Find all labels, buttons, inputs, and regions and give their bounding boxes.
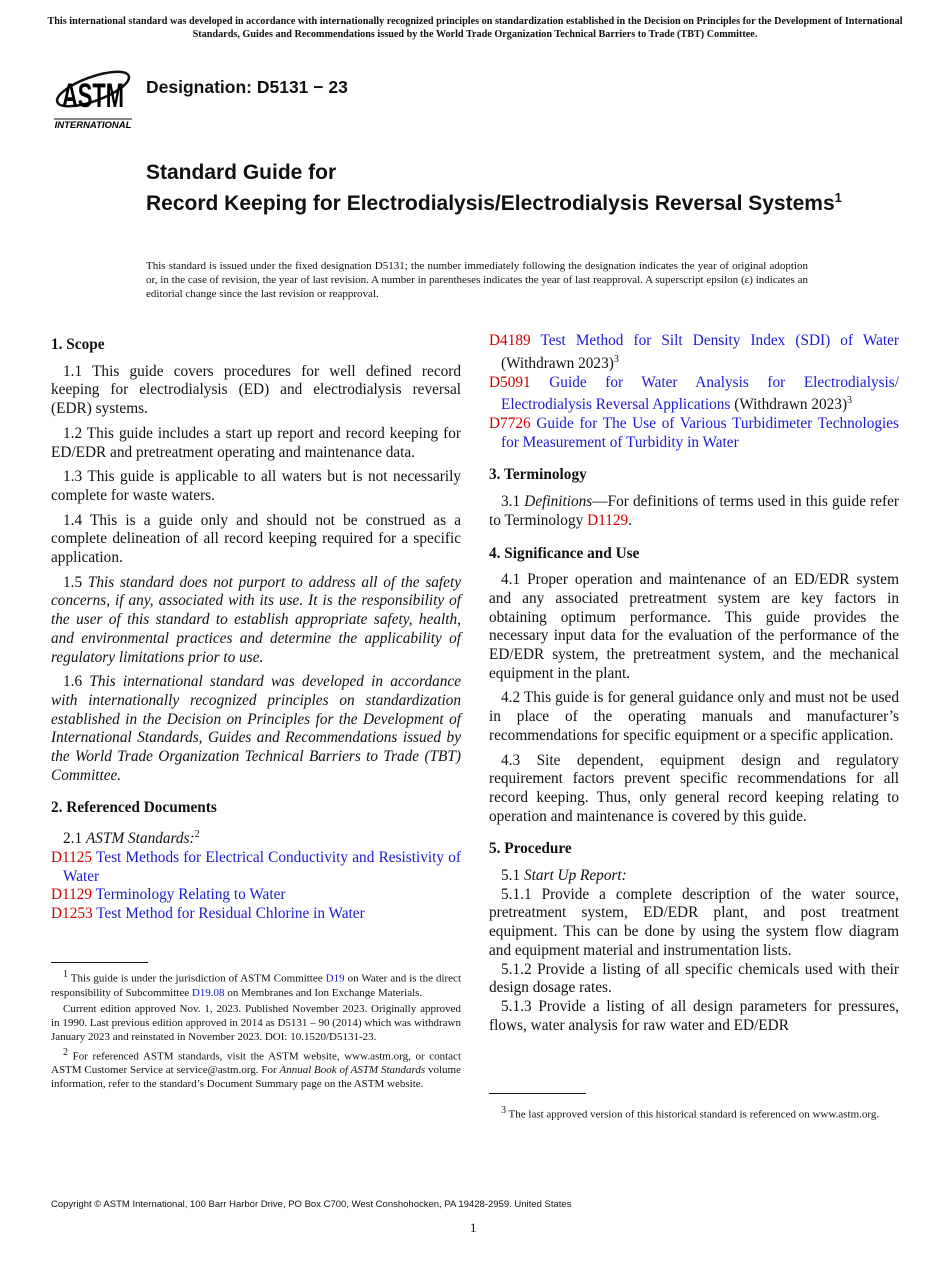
paragraph	[51, 826, 461, 849]
text-run: 4.2 This guide is for general guidance only and must not be used in place of the operating manuals and manufacturer’s recommendations for specific equipment or a specific application.	[489, 689, 899, 744]
text-run: 1.6	[63, 673, 90, 691]
paragraph	[489, 752, 899, 827]
reference-item[interactable]	[51, 905, 461, 924]
title-footnote-ref[interactable]: 1	[834, 190, 842, 205]
reference-link[interactable]: D1129	[587, 511, 629, 529]
svg-text:INTERNATIONAL: INTERNATIONAL	[54, 120, 132, 131]
reference-link[interactable]: D1129	[51, 886, 93, 904]
copyright: Copyright © ASTM International, 100 Barr Harbor Drive, PO Box C700, West Conshohocken, PA 19428-2959. United States	[51, 1199, 572, 1210]
svg-text:ASTM: ASTM	[62, 77, 124, 115]
footnote	[51, 968, 461, 1000]
section-heading: 3. Terminology	[489, 466, 587, 484]
text-run: 1.2 This guide includes a start up report and record keeping for ED/EDR and pretreatment operating and maintenance data.	[51, 424, 461, 461]
reference-item[interactable]	[489, 332, 899, 374]
text-run: —For definitions of terms used in this guide refer to Terminology	[489, 493, 899, 529]
text-run: Definitions	[524, 493, 593, 511]
footnote-ref[interactable]: 3	[501, 1105, 506, 1116]
section-heading: 5. Procedure	[489, 840, 572, 858]
reference-item[interactable]	[489, 415, 899, 452]
reference-link[interactable]: Test Methods for Electrical Conductivity and Resistivity of Water	[63, 848, 461, 885]
text-run: 5.1.1 Provide a complete description of the water source, pretreatment system, ED/EDR plant, and post treatment equipment. This can be done by using the system flow diagram and equipment material and instrumentation lists.	[489, 885, 899, 959]
text-run: (Withdrawn 2023)	[501, 354, 614, 372]
text-run: 1.5	[63, 573, 88, 591]
section-heading: 1. Scope	[51, 336, 105, 353]
title-line1: Standard Guide for	[146, 161, 337, 184]
reference-item[interactable]	[51, 849, 461, 886]
right-column	[489, 332, 899, 1035]
reference-link[interactable]: Test Method for Residual Chlorine in Water	[92, 905, 365, 923]
text-run: 4.1 Proper operation and maintenance of an ED/EDR system and any associated pretreatment system are key factors in obtaining optimum performance. This guide provides the necessary input data for the evaluation of the performance of the ED/EDR system, the pretreatment system, and the mechanical equipment in the plant.	[489, 571, 899, 682]
text-run: For referenced ASTM standards, visit the ASTM website, www.astm.org, or contact ASTM Customer Service at service@astm.org. For	[51, 1050, 461, 1077]
text-run: 4.3 Site dependent, equipment design and regulatory requirement factors prevent specific recommendations for all record keeping. Thus, only general record keeping relating to operation and maintenance is covered by this guide.	[489, 751, 899, 825]
text-run: This guide is under the jurisdiction of ASTM Committee	[68, 972, 326, 985]
reference-link[interactable]: Terminology Relating to Water	[92, 886, 286, 904]
text-run: Start Up Report:	[523, 867, 627, 885]
reference-link[interactable]: D1253	[51, 905, 93, 923]
text-run: on Membranes and Ion Exchange Materials.	[224, 986, 423, 999]
text-run: 3.1	[501, 493, 525, 511]
text-run: on Water and is the direct responsibility of Subcommittee	[51, 972, 461, 999]
header-notice: This international standard was developed in accordance with internationally recognized principles on standardization established in the Decision on Principles for the Development of International Standards, Guides and Recommendations issued by the World Trade Organization Technical Barriers to Trade (TBT) Committee.	[47, 16, 903, 40]
issued-note: This standard is issued under the fixed designation D5131; the number immediately following the designation indicates the year of original adoption or, in the case of revision, the year of last revision. A number in parentheses indicates the year of last reapproval. A superscript epsilon (ε) indicates an editorial change since the last revision or reapproval.	[146, 260, 808, 300]
paragraph	[489, 998, 899, 1035]
reference-item[interactable]	[51, 886, 461, 905]
paragraph	[489, 867, 899, 886]
text-run: Annual Book of ASTM Standards	[279, 1064, 426, 1077]
paragraph	[51, 574, 461, 668]
footnote-ref[interactable]: 2	[194, 829, 200, 841]
text-run: 5.1.2 Provide a listing of all specific chemicals used with their design dosage rates.	[489, 960, 899, 997]
text-run: This standard does not purport to address all of the safety concerns, if any, associated with its use. It is the responsibility of the user of this standard to establish appropriate safety, health, and environmental practices and determine the applicability of regulatory limitations prior to use.	[51, 573, 461, 666]
astm-logo	[52, 55, 134, 131]
text-run: 2.1	[63, 830, 86, 848]
text-run: (Withdrawn 2023)	[730, 396, 848, 414]
title-line2: Record Keeping for Electrodialysis/Electrodialysis Reversal Systems	[146, 192, 835, 215]
paragraph	[51, 673, 461, 785]
section-heading: 4. Significance and Use	[489, 544, 640, 562]
footnote-ref[interactable]: 3	[613, 353, 619, 365]
page-number: 1	[470, 1220, 477, 1235]
paragraph	[51, 363, 461, 419]
text-run: .	[628, 511, 632, 529]
paragraph	[51, 425, 461, 462]
paragraph	[489, 493, 899, 530]
reference-link[interactable]: D19	[325, 972, 345, 985]
footnote-ref[interactable]: 2	[63, 1046, 68, 1058]
reference-link[interactable]: D5091	[489, 373, 531, 391]
text-run: 1.3 This guide is applicable to all waters but is not necessarily complete for waste waters.	[51, 468, 461, 504]
footnotes-left	[51, 968, 461, 1093]
footnote	[51, 1046, 461, 1092]
reference-item[interactable]	[489, 374, 899, 416]
paragraph	[489, 689, 899, 745]
text-run: The last approved version of this historical standard is referenced on www.astm.org.	[506, 1108, 880, 1121]
paragraph	[489, 886, 899, 961]
text-run: 1.1 This guide covers procedures for well defined record keeping for electrodialysis (ED) and electrodialysis reversal (EDR) systems.	[51, 362, 461, 418]
reference-link[interactable]: Test Method for Silt Density Index (SDI) of Water	[530, 332, 899, 349]
text-run: Current edition approved Nov. 1, 2023. Published November 2023. Originally approved in 1990. Last previous edition approved in 2014 as D5131 – 90 (2014) which was withdrawn January 2023 and reinstated in November 2023. DOI: 10.1520/D5131-23.	[51, 1002, 461, 1043]
text-run: 1.4 This is a guide only and should not be construed as a complete delineation of all record keeping required for a specific application.	[51, 511, 461, 567]
section-heading: 2. Referenced Documents	[51, 799, 217, 817]
text-run: ASTM Standards:	[85, 830, 195, 848]
footnote-divider	[489, 1093, 586, 1094]
paragraph	[489, 961, 899, 998]
paragraph	[489, 571, 899, 683]
reference-link[interactable]: D4189	[489, 332, 531, 349]
text-run: 5.1.3 Provide a listing of all design parameters for pressures, flows, water analysis for raw water and ED/EDR	[489, 997, 899, 1034]
text-run: 5.1	[501, 867, 524, 885]
paragraph	[51, 512, 461, 568]
reference-link[interactable]: D1125	[51, 848, 93, 866]
footnote	[489, 1104, 899, 1122]
footnote	[51, 1002, 461, 1044]
footnotes-right	[489, 1104, 899, 1124]
text-run: volume information, refer to the standard’s Document Summary page on the ASTM website.	[51, 1064, 461, 1091]
text-run: This international standard was developed in accordance with internationally recognized principles on standardization established in the Decision on Principles for the Development of International Standards, Guides and Recommendations issued by the World Trade Organization Technical Barriers to Trade (TBT) Committee.	[51, 673, 461, 784]
footnote-ref[interactable]: 3	[847, 395, 853, 407]
paragraph	[51, 468, 461, 505]
document-title	[146, 160, 846, 216]
footnote-divider	[51, 962, 148, 963]
reference-link[interactable]: Guide for Water Analysis for Electrodialysis/ Electrodialysis Reversal Applications	[501, 373, 899, 414]
reference-link[interactable]: D19.08	[191, 986, 225, 999]
left-column	[51, 332, 461, 924]
designation: Designation: D5131 − 23	[146, 77, 348, 97]
footnote-ref[interactable]: 1	[63, 969, 68, 980]
reference-link[interactable]: Guide for The Use of Various Turbidimeter Technologies for Measurement of Turbidity in Water	[501, 415, 899, 451]
reference-link[interactable]: D7726	[489, 415, 531, 432]
